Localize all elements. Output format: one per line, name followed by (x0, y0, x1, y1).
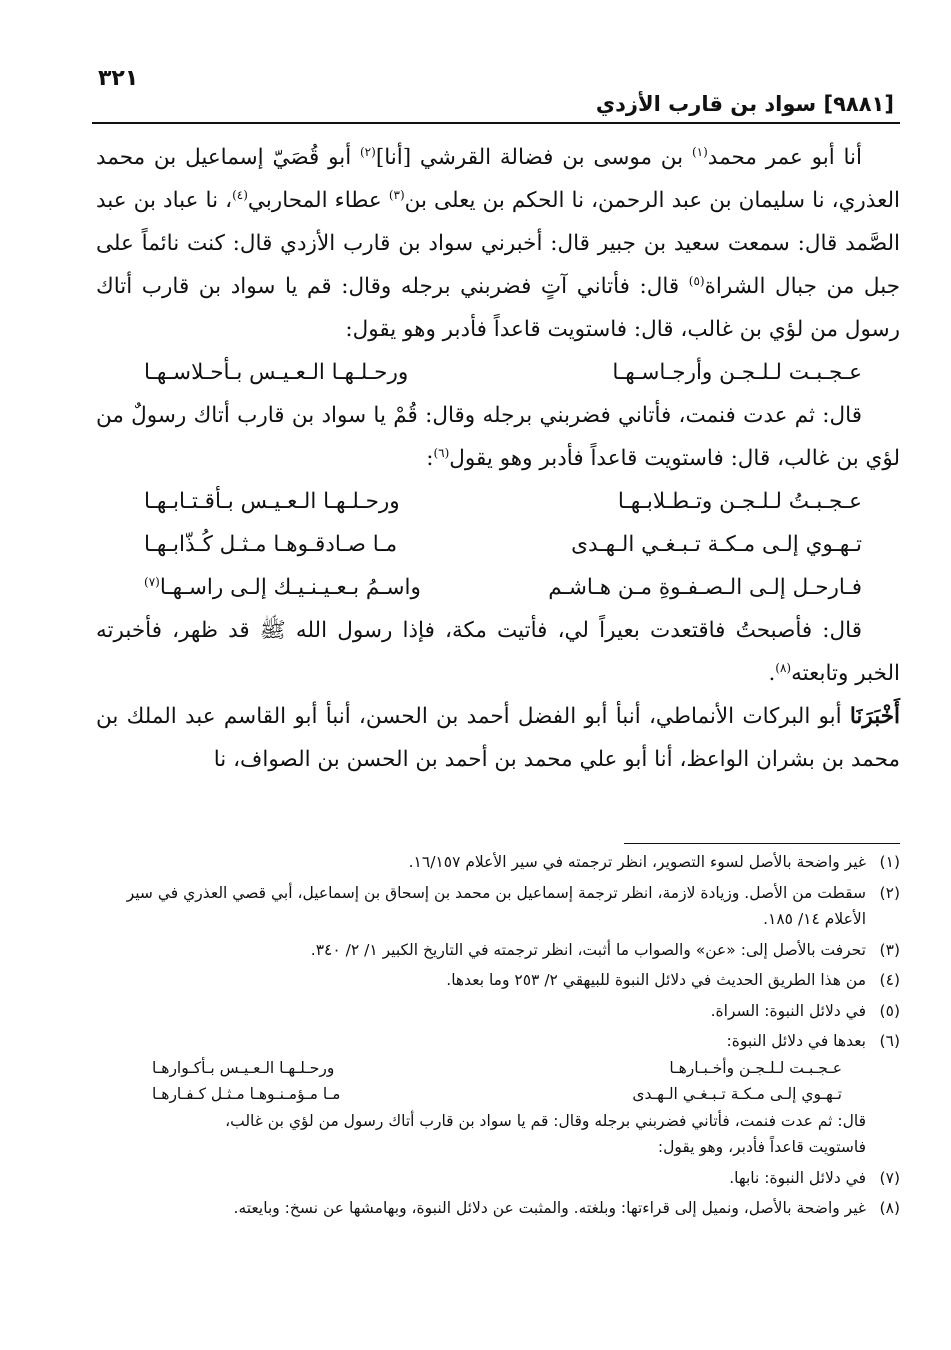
footnote-ref[interactable]: (٤) (232, 187, 248, 202)
footnote-7: (٧) في دلائل النبوة: نابها. (729, 1168, 900, 1187)
paragraph-1: أنا أبو عمر محمد$^{(١)}$ بن موسى بن فضالة القرشي [أنا]$^{(٢)}$ أبو قُصَيّ إسماعيل بن محمد العذري، نا سليمان بن عبد الرحمن، نا الحكم بن يعلى بن$^{(٣)}$ عطاء المحاربي$^{(٤)}$، نا عباد بن عبد الصَّمد قال: سمعت سعيد بن جبير قال: أخبرني سواد بن قارب الأزدي قال: كنت نائماً على جبل من جبال الشراة$^{(٥)}$ قال: فأتاني آتٍ فضربني برجله وقال: قم يا سواد بن قارب أتاك رسول من لؤي بن غالب، قال: فاستويت قاعداً فأدبر وهو يقول: (96, 144, 900, 342)
verse-line (96, 566, 900, 609)
verse-first-hemistich: فـارحـل إلـى الـصـفـوةِ مـن هـاشـم (548, 575, 862, 600)
running-title: [٩٨٨١] سواد بن قارب الأزدي (595, 92, 894, 116)
main-text (96, 136, 900, 781)
footnote-verse-line (92, 1055, 900, 1082)
paragraph-3: قال: فأصبحتُ فاقتعدت بعيراً لي، فأتيت مكة، فإذا رسول الله ﷺ قد ظهر، فأخبرته الخبر وتابعته$^{(٨)}$. (96, 618, 900, 686)
verse-line (96, 351, 900, 394)
verse-line (96, 480, 900, 523)
paragraph-2: قال: ثم عدت فنمت، فأتاني فضربني برجله وقال: قُمْ يا سواد بن قارب أتاك رسولٌ من لؤي بن غالب، قال: فاستويت قاعداً فأدبر وهو يقول$^{(٦)}$: (96, 403, 900, 471)
page-number: ٣٢١ (98, 66, 139, 91)
footnote-ref[interactable]: (٥) (688, 273, 705, 288)
footnote-5: (٥) في دلائل النبوة: السراة. (710, 1001, 900, 1020)
footnote-4: (٤) من هذا الطريق الحديث في دلائل النبوة للبيهقي ٢/ ٢٥٣ وما بعدها. (446, 971, 900, 989)
footnote-2: (٢) سقطت من الأصل. وزيادة لازمة، انظر ترجمة إسماعيل بن محمد بن إسحاق بن إسماعيل، أبي قصي العذري في سير الأعلام ١٤/ ١٨٥. (126, 883, 900, 928)
footnote-3: (٣) تحرفت بالأصل إلى: «عن» والصواب ما أثبت، انظر ترجمته في التاريخ الكبير ١/ ٢/ ٣٤٠. (310, 940, 900, 959)
verse-second-hemistich: ورحـلـهـا الـعـيـس بـأحـلاسـهـا (144, 360, 409, 385)
footnote-ref[interactable]: (١) (691, 144, 708, 159)
footnote-8: (٨) غير واضحة بالأصل، ونميل إلى قراءتها: وبلغته. والمثبت عن دلائل النبوة، وبهامشها عن نسخ: وبايعته. (233, 1199, 900, 1217)
verse-second-hemistich: ورحـلـهـا الـعـيـس بـأقـتـابـهـا (144, 489, 400, 514)
footnote-1: (١) غير واضحة بالأصل لسوء التصوير، انظر ترجمته في سير الأعلام ١٦/١٥٧. (408, 853, 900, 871)
verse-first-hemistich: عـجـبـت لـلـجـن وأخـبـارهـا (669, 1058, 842, 1077)
page-header (92, 66, 900, 124)
footnote-6-continuation: قال: ثم عدت فنمت، فأتاني فضربني برجله وقال: قم يا سواد بن قارب أتاك رسول من لؤي بن غالب، (225, 1111, 866, 1130)
footnote-ref[interactable]: (٧) (144, 574, 160, 589)
verse-line (96, 523, 900, 566)
verse-first-hemistich: عـجـبـتُ لـلـجـن وتـطـلابـهـا (617, 489, 862, 514)
verse-second-hemistich: ورحـلـهـا الـعـيـس بـأكـوارهـا (152, 1058, 335, 1077)
verse-second-hemistich: مـا صـادقـوهـا مـثـل كُـذّابـهـا (144, 532, 398, 557)
footnote-verse-line (92, 1081, 900, 1108)
verse-second-hemistich: واسـمُ بـعـيـنـيـك إلـى راسـهـا$^{(٧)}$ (144, 574, 421, 600)
footnotes (92, 849, 900, 1226)
footnote-6-continuation: فاستويت قاعداً فأدبر، وهو يقول: (657, 1138, 866, 1156)
footnote-ref[interactable]: (٦) (433, 445, 450, 460)
verse-first-hemistich: تـهـوي إلـى مـكـة تـبـغـي الـهـدى (571, 532, 862, 557)
footnote-ref[interactable]: (٨) (775, 660, 792, 675)
footnote-ref[interactable]: (٢) (359, 144, 376, 159)
footnote-ref[interactable]: (٣) (388, 187, 405, 202)
footnote-separator (624, 843, 900, 844)
paragraph-4: أَخْبَرَنَا أبو البركات الأنماطي، أنبأ أبو الفضل أحمد بن الحسن، أنبأ أبو القاسم عبد الملك بن محمد بن بشران الواعظ، أنا أبو علي محمد بن أحمد بن الحسن بن الصواف، نا (96, 704, 900, 772)
verse-first-hemistich: عـجـبـت لـلـجـن وأرجـاسـهـا (612, 360, 862, 385)
verse-first-hemistich: تـهـوي إلـى مـكـة تـبـغـي الـهـدى (632, 1085, 842, 1103)
footnote-6: (٦) بعدها في دلائل النبوة: (726, 1032, 900, 1050)
isnad-lead-word: أَخْبَرَنَا (849, 704, 900, 729)
verse-second-hemistich: مـا مـؤمـنـوهـا مـثـل كـفـارهـا (152, 1085, 341, 1103)
